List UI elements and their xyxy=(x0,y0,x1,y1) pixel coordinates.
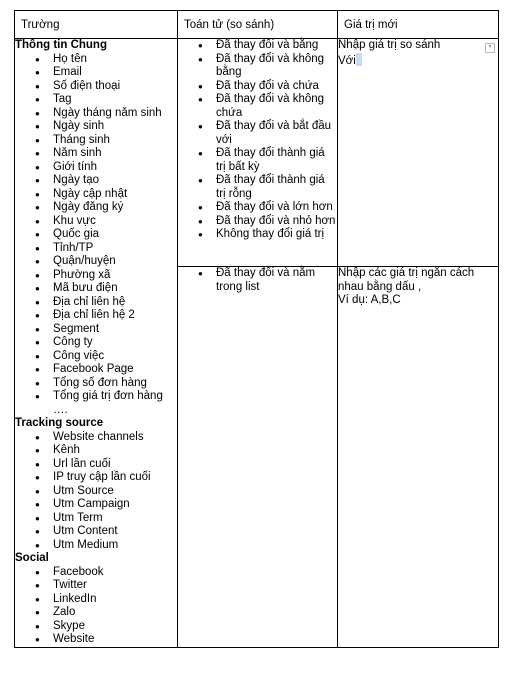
field-item: ● Tỉnh/TP xyxy=(15,242,177,256)
header-new-value: Giá trị mới xyxy=(338,11,499,39)
value-cell-top[interactable] xyxy=(338,39,499,267)
field-item: ● Khu vực xyxy=(15,215,177,229)
field-item: ● Năm sinh xyxy=(15,147,177,161)
value-with-label: Với xyxy=(338,54,356,67)
header-field: Trường xyxy=(15,11,178,39)
field-item: ● Tổng số đơn hàng xyxy=(15,377,177,391)
field-item: ● Giới tính xyxy=(15,161,177,175)
value-example: Ví dụ: A,B,C xyxy=(338,294,401,306)
field-ellipsis: …. xyxy=(53,403,68,416)
operator-item: ● Đã thay đổi thành giá trị rỗng xyxy=(178,174,337,201)
operator-item: ● Không thay đổi giá trị xyxy=(178,228,337,242)
field-item: ● Utm Content xyxy=(15,525,177,539)
value-hint: Nhập các giá trị ngăn cách nhau bằng dấu , xyxy=(338,267,475,293)
operators-cell-bottom[interactable] xyxy=(178,267,338,648)
field-item: ● Utm Medium xyxy=(15,539,177,553)
field-item: ● Quận/huyện xyxy=(15,255,177,269)
operator-item: ● Đã thay đổi và chứa xyxy=(178,80,337,94)
field-item: ● Skype xyxy=(15,620,177,634)
field-item: ● Ngày tạo xyxy=(15,174,177,188)
field-item: ● Website channels xyxy=(15,431,177,445)
fields-cell[interactable] xyxy=(15,39,178,648)
operator-item: ● Đã thay đổi và nhỏ hơn xyxy=(178,215,337,229)
field-item: ● Ngày cập nhật xyxy=(15,188,177,202)
field-list xyxy=(15,566,177,647)
field-item: ● Ngày sinh xyxy=(15,120,177,134)
fields-list xyxy=(15,39,177,647)
field-item: ● Số điện thoại xyxy=(15,80,177,94)
header-operator: Toán tử (so sánh) xyxy=(178,11,338,39)
field-item: ● LinkedIn xyxy=(15,593,177,607)
operator-item: ● Đã thay đổi và bắt đầu với xyxy=(178,120,337,147)
operator-item: ● Đã thay đổi thành giá trị bất kỳ xyxy=(178,147,337,174)
field-item: ● Website xyxy=(15,633,177,647)
field-item: ● Facebook Page xyxy=(15,363,177,377)
field-item: ● Địa chỉ liên hệ xyxy=(15,296,177,310)
field-item: ● Utm Source xyxy=(15,485,177,499)
operator-item: ● Đã thay đổi và không chứa xyxy=(178,93,337,120)
value-hint: Nhập giá trị so sánh xyxy=(338,39,441,51)
field-item: ● Segment xyxy=(15,323,177,337)
operator-item: ● Đã thay đổi và lớn hơn xyxy=(178,201,337,215)
operator-item: ● Đã thay đổi và bằng xyxy=(178,39,337,53)
field-item: ● Zalo xyxy=(15,606,177,620)
operators-list xyxy=(178,267,337,294)
group-title: Thông tin Chung xyxy=(15,39,107,51)
field-item: ● Mã bưu điện xyxy=(15,282,177,296)
operator-item: ● Đã thay đổi và nằm trong list xyxy=(178,267,337,294)
field-list xyxy=(15,431,177,553)
field-item: ● Địa chỉ liên hệ 2 xyxy=(15,309,177,323)
field-item: ● Quốc gia xyxy=(15,228,177,242)
text-cursor xyxy=(356,53,362,66)
operators-cell-top[interactable] xyxy=(178,39,338,267)
field-item: ● Tổng giá trị đơn hàng xyxy=(15,390,177,404)
table-row xyxy=(15,39,499,267)
field-item: ● Công việc xyxy=(15,350,177,364)
field-item: ● IP truy cập lần cuối xyxy=(15,471,177,485)
operators-list xyxy=(178,39,337,242)
field-item: ● Tag xyxy=(15,93,177,107)
field-item: ● Họ tên xyxy=(15,53,177,67)
field-item: ● Tháng sinh xyxy=(15,134,177,148)
field-item: ● Utm Term xyxy=(15,512,177,526)
field-item: ● Utm Campaign xyxy=(15,498,177,512)
header-row xyxy=(15,11,499,39)
field-item: ● Kênh xyxy=(15,444,177,458)
field-item: ● Facebook xyxy=(15,566,177,580)
chevron-down-icon[interactable]: ▾ xyxy=(485,43,495,53)
field-list xyxy=(15,53,177,418)
field-item: ● Phường xã xyxy=(15,269,177,283)
value-cell-bottom[interactable] xyxy=(338,267,499,648)
field-item: ● Công ty xyxy=(15,336,177,350)
field-item: ● Email xyxy=(15,66,177,80)
group-title: Social xyxy=(15,552,49,564)
field-item: ● Ngày đăng ký xyxy=(15,201,177,215)
field-item: ● Twitter xyxy=(15,579,177,593)
document-table xyxy=(14,10,499,648)
field-item: ● Ngày tháng năm sinh xyxy=(15,107,177,121)
group-title: Tracking source xyxy=(15,417,104,429)
field-item: ● Url lần cuối xyxy=(15,458,177,472)
operator-item: ● Đã thay đổi và không bằng xyxy=(178,53,337,80)
